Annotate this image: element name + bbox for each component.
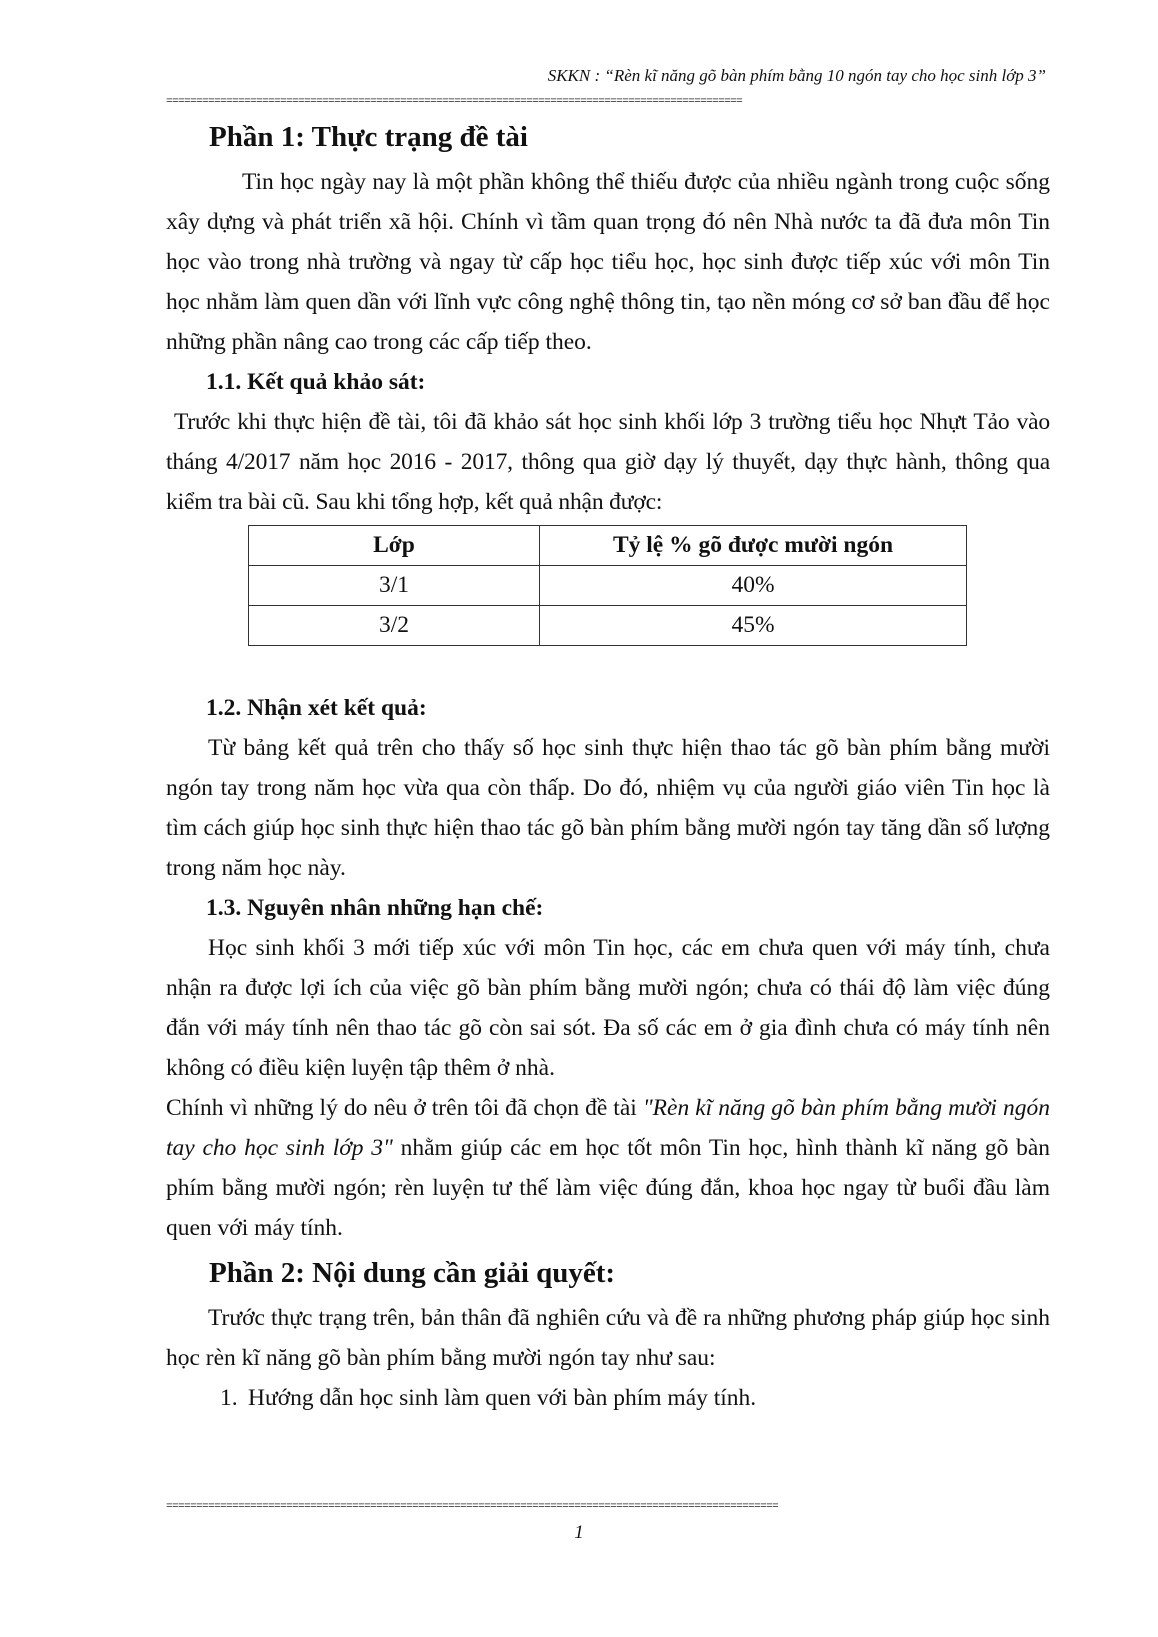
- spacer: [166, 646, 1050, 688]
- table-row: [249, 606, 967, 646]
- list-item-text: Hướng dẫn học sinh làm quen với bàn phím máy tính.: [248, 1385, 757, 1411]
- header-rule: ================================================================================================: [166, 96, 743, 108]
- conclusion-tail: nhằm giúp các em học tốt môn Tin học, hình thành kĩ năng gõ bàn phím bằng mười ngón; rèn luyện tư thế làm việc đúng đắn, khoa học ngay từ buổi đầu làm quen với máy tính.: [166, 1135, 1050, 1241]
- part2-intro: Trước thực trạng trên, bản thân đã nghiên cứu và đề ra những phương pháp giúp học sinh học rèn kĩ năng gõ bàn phím bằng mười ngón tay như sau:: [166, 1305, 1050, 1371]
- section-1-2-title: 1.2. Nhận xét kết quả:: [206, 695, 427, 721]
- section-1-3-title: 1.3. Nguyên nhân những hạn chế:: [206, 895, 544, 921]
- part2-title: Phần 2: Nội dung cần giải quyết:: [209, 1257, 616, 1289]
- table-cell-class: 3/2: [249, 606, 540, 646]
- survey-results-table: [248, 525, 967, 646]
- page-body: [166, 112, 1050, 1418]
- conclusion-lead: Chính vì những lý do nêu ở trên tôi đã chọn đề tài: [166, 1095, 643, 1121]
- table-cell-class: 3/1: [249, 566, 540, 606]
- section-1-3-text: Học sinh khối 3 mới tiếp xúc với môn Tin học, các em chưa quen với máy tính, chưa nhận ra được lợi ích của việc gõ bàn phím bằng mười ngón; chưa có thái độ làm việc đúng đắn với máy tính nên thao tác gõ còn sai sót. Đa số các em ở gia đình chưa có máy tính nên không có điều kiện luyện tập thêm ở nhà.: [166, 935, 1050, 1081]
- section-1-1-text: Trước khi thực hiện đề tài, tôi đã khảo sát học sinh khối lớp 3 trường tiểu học Nhựt Tảo vào tháng 4/2017 năm học 2016 - 2017, thông qua giờ dạy lý thuyết, dạy thực hành, thông qua kiểm tra bài cũ. Sau khi tổng hợp, kết quả nhận được:: [166, 409, 1050, 515]
- footer-rule: ======================================================================================================: [166, 1501, 779, 1513]
- part1-intro: Tin học ngày nay là một phần không thể thiếu được của nhiều ngành trong cuộc sống xây dựng và phát triển xã hội. Chính vì tầm quan trọng đó nên Nhà nước ta đã đưa môn Tin học vào trong nhà trường và ngay từ cấp học tiểu học, học sinh được tiếp xúc với môn Tin học nhằm làm quen dần với lĩnh vực công nghệ thông tin, tạo nền móng cơ sở ban đầu để học những phần nâng cao trong các cấp tiếp theo.: [166, 169, 1050, 355]
- table-row: [249, 566, 967, 606]
- table-header-class: Lớp: [249, 526, 540, 566]
- section-1-1-title: 1.1. Kết quả khảo sát:: [206, 369, 426, 395]
- section-1-2-text: Từ bảng kết quả trên cho thấy số học sinh thực hiện thao tác gõ bàn phím bằng mười ngón tay trong năm học vừa qua còn thấp. Do đó, nhiệm vụ của người giáo viên Tin học là tìm cách giúp học sinh thực hiện thao tác gõ bàn phím bằng mười ngón tay tăng dần số lượng trong năm học này.: [166, 735, 1050, 881]
- list-item: [166, 1378, 1050, 1418]
- part1-title: Phần 1: Thực trạng đề tài: [209, 121, 528, 153]
- table-cell-percent: 40%: [540, 566, 967, 606]
- list-item-number: 1.: [220, 1385, 238, 1411]
- table-header-percent: Tỷ lệ % gõ được mười ngón: [540, 526, 967, 566]
- table-header-row: [249, 526, 967, 566]
- page-number: 1: [574, 1522, 584, 1543]
- section-1-3-conclusion: [166, 1088, 1050, 1248]
- running-header: SKKN : “Rèn kĩ năng gõ bàn phím bằng 10 ngón tay cho học sinh lớp 3”: [547, 66, 1046, 85]
- topic-title-quote: "Rèn kĩ năng gõ bàn phím bằng mười ngón tay cho học sinh lớp 3": [166, 1095, 1050, 1161]
- table-cell-percent: 45%: [540, 606, 967, 646]
